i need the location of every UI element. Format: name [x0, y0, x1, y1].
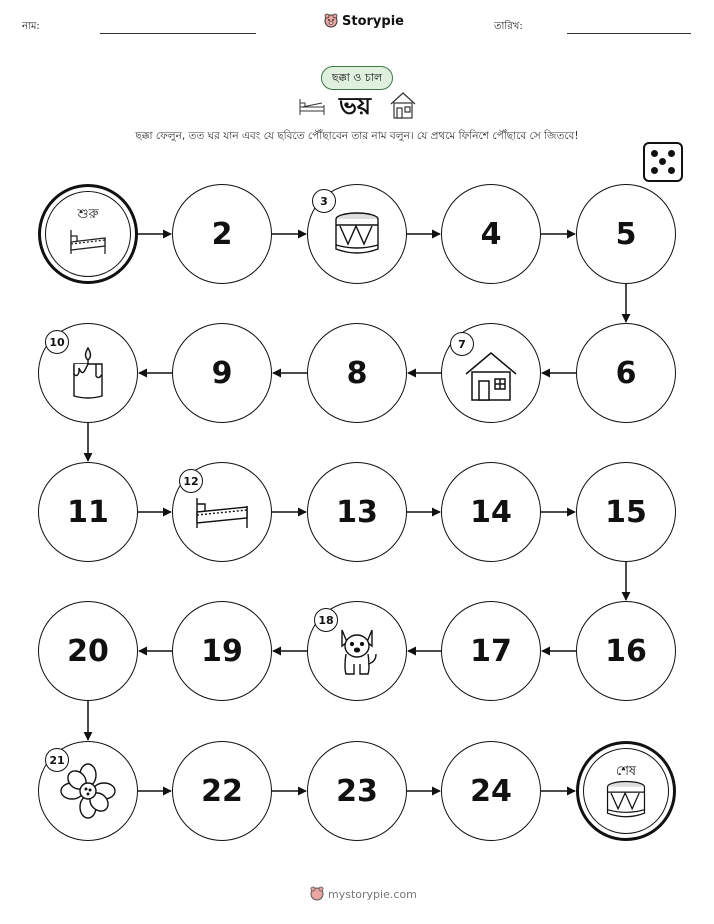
board-cell-5[interactable]: 5 — [576, 184, 676, 284]
cell-number-badge: 18 — [314, 608, 338, 632]
board-cell-end[interactable] — [576, 741, 676, 841]
drum-icon — [332, 211, 382, 257]
cell-number-badge: 10 — [45, 330, 69, 354]
board-cell-3[interactable] — [307, 184, 407, 284]
board-cell-10[interactable] — [38, 323, 138, 423]
dog-icon — [332, 624, 382, 678]
board-cell-14[interactable]: 14 — [441, 462, 541, 562]
end-label: শেষ — [615, 764, 637, 779]
flower-icon — [60, 763, 116, 819]
board-cell-15[interactable]: 15 — [576, 462, 676, 562]
cell-number-badge: 21 — [45, 748, 69, 772]
footer-site[interactable]: mystorypie.com — [328, 887, 417, 901]
board-cell-9[interactable]: 9 — [172, 323, 272, 423]
board-cell-24[interactable]: 24 — [441, 741, 541, 841]
board-cell-21[interactable] — [38, 741, 138, 841]
start-label: শুরু — [77, 207, 99, 222]
board-cell-8[interactable]: 8 — [307, 323, 407, 423]
board-cell-4[interactable]: 4 — [441, 184, 541, 284]
storypie-logo-icon — [310, 886, 324, 902]
house-icon — [463, 350, 519, 402]
footer — [310, 886, 417, 902]
board-cell-12[interactable] — [172, 462, 272, 562]
cell-number-badge: 12 — [179, 469, 203, 493]
date-label: তারিখ: — [494, 21, 523, 32]
brand-name: Storypie — [342, 13, 404, 29]
drum-icon — [604, 779, 648, 821]
board-cell-18[interactable] — [307, 601, 407, 701]
bed-icon — [67, 226, 109, 256]
game-title: ভয় — [339, 92, 372, 120]
cell-number-badge: 7 — [450, 332, 474, 356]
board-cell-16[interactable]: 16 — [576, 601, 676, 701]
board-cell-23[interactable]: 23 — [307, 741, 407, 841]
board-cell-6[interactable]: 6 — [576, 323, 676, 423]
instructions: ছক্কা ফেলুন, তত ঘর যান এবং যে ছবিতে পৌঁছাবেন তার নাম বলুন। যে প্রথমে ফিনিশে পৌঁছাবে সে জিতবে! — [135, 130, 579, 142]
name-label: নাম: — [22, 21, 40, 32]
game-tag: ছক্কা ও চাল — [321, 66, 393, 90]
board-cell-11[interactable]: 11 — [38, 462, 138, 562]
board-cell-19[interactable]: 19 — [172, 601, 272, 701]
board-cell-7[interactable] — [441, 323, 541, 423]
board-cell-2[interactable]: 2 — [172, 184, 272, 284]
board-cell-start[interactable] — [38, 184, 138, 284]
board-cell-17[interactable]: 17 — [441, 601, 541, 701]
board-cell-22[interactable]: 22 — [172, 741, 272, 841]
board-cell-13[interactable]: 13 — [307, 462, 407, 562]
candle-icon — [68, 346, 108, 400]
bed-icon — [193, 494, 251, 530]
cell-number-badge: 3 — [312, 189, 336, 213]
board-cell-20[interactable]: 20 — [38, 601, 138, 701]
